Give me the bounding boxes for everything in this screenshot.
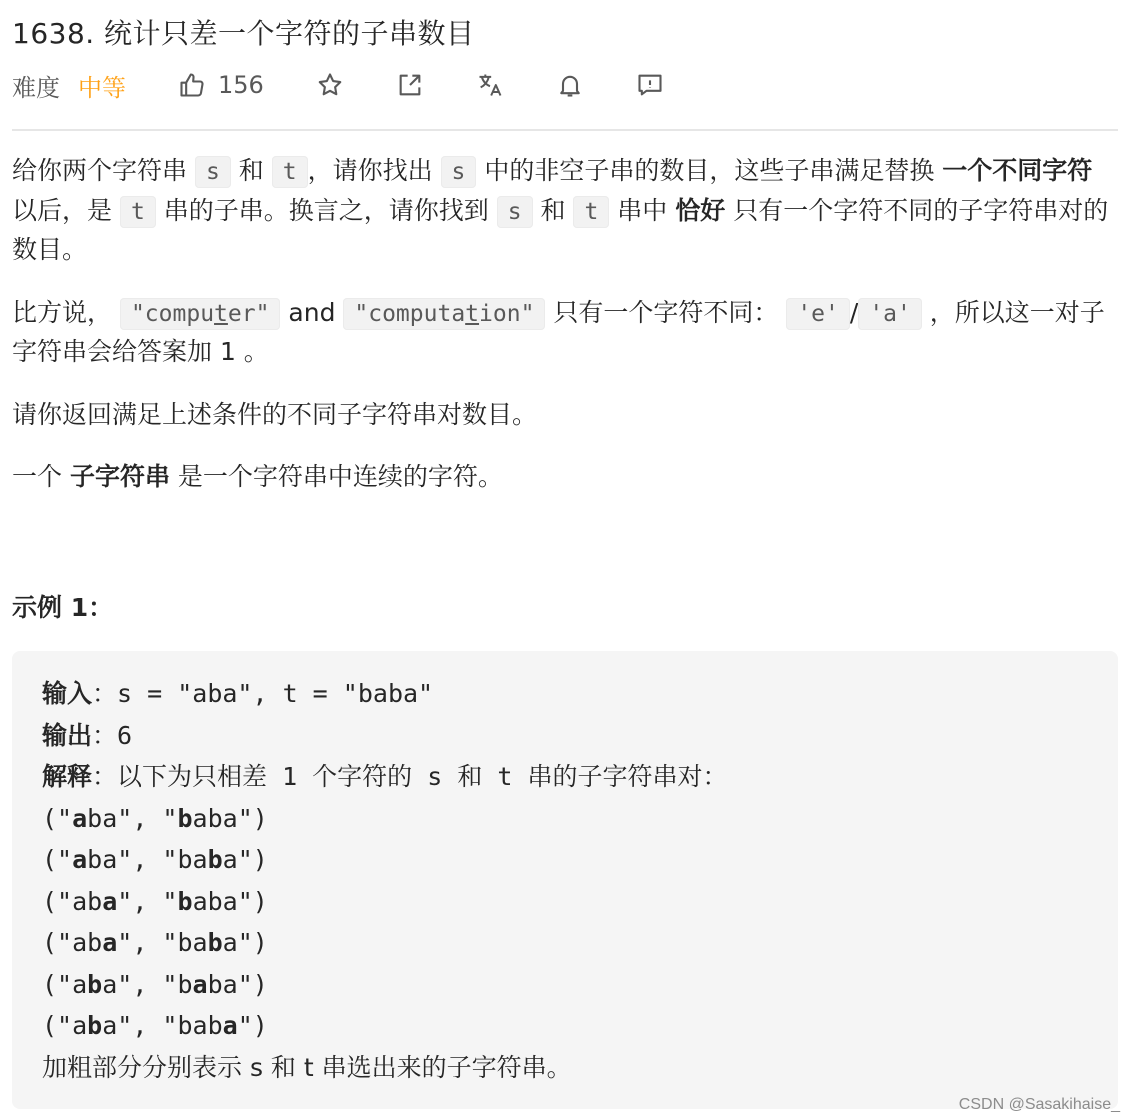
description-paragraph-4: 一个 子字符串 是一个字符串中连续的字符。 [12,462,503,491]
code-computer: "computer" [120,298,281,330]
pair-line: ("aba", "baba") [42,803,268,833]
star-icon [316,71,344,99]
description-paragraph-2: 比方说， "computer" and "computation" 只有一个字符不同： 'e' / 'a' ，所以这一对子字符串会给答案加 1 。 [12,297,1105,366]
example-code-block [12,651,1118,1109]
pair-line: ("aba", "baba") [42,845,268,874]
favorite-button[interactable] [316,71,344,99]
difficulty-value: 中等 [78,73,126,102]
problem-meta-bar [12,66,664,104]
pair-line: ("aba", "baba") [42,886,268,916]
pair-line: ("aba", "baba") [42,928,268,957]
subscribe-button[interactable] [556,71,584,99]
example-input-line: 输入：s = "aba", t = "baba" [42,679,434,708]
code-computation: "computation" [343,298,545,330]
description-paragraph-3: 请你返回满足上述条件的不同子字符串对数目。 [12,399,538,429]
description-paragraph-1: 给你两个字符串 s 和 t ，请你找出 s 中的非空子串的数目，这些子串满足替换 一个不同字符 以后，是 t 串的子串。换言之，请你找到 s 和 t 串中 恰好 只有一个字符不同的子字符串对的数目。 [12,156,1109,264]
share-icon [396,71,424,99]
share-button[interactable] [396,71,424,99]
example-heading: 示例 1： [12,593,114,622]
problem-title: 1638. 统计只差一个字符的子串数目 [12,17,475,50]
header-divider [12,129,1118,131]
example-explanation-line: 解释：以下为只相差 1 个字符的 s 和 t 串的子字符串对： [42,762,728,791]
example-footer-line: 加粗部分分别表示 s 和 t 串选出来的子字符串。 [42,1052,572,1082]
problem-description [12,152,1118,521]
bell-icon [556,71,584,99]
example-output-line: 输出：6 [42,720,133,750]
pair-line: ("aba", "baba") [42,1011,268,1040]
like-button[interactable] [178,71,264,99]
like-count: 156 [218,71,264,99]
difficulty-label: 难度 [12,73,60,102]
feedback-icon [636,71,664,99]
watermark: CSDN @Sasakihaise_ [958,1096,1120,1113]
translate-button[interactable] [476,71,504,99]
translate-icon [476,71,504,99]
feedback-button[interactable] [636,71,664,99]
pair-line: ("aba", "baba") [42,969,268,999]
thumbs-up-icon [178,71,206,99]
